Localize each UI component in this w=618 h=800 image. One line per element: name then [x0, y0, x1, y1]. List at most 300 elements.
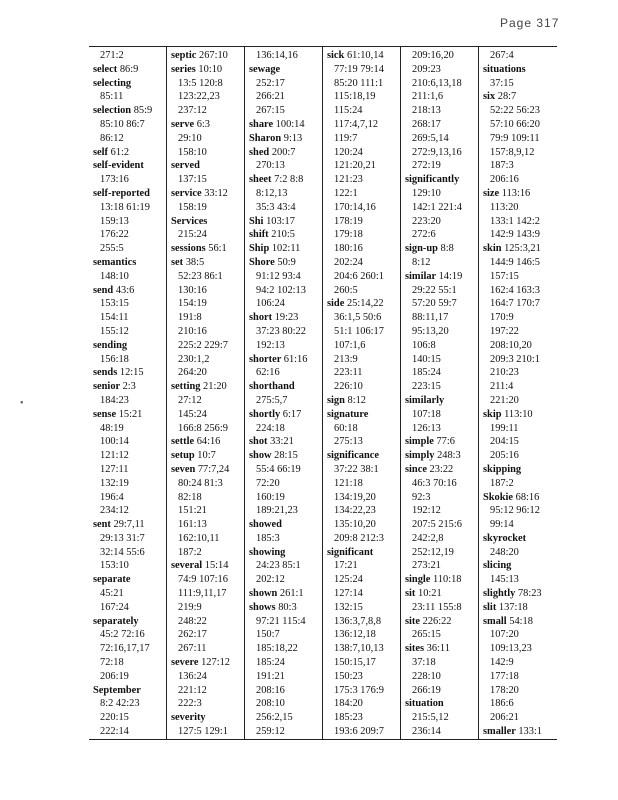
- index-headword-entry: [405, 435, 478, 449]
- index-reference-line: [405, 325, 478, 339]
- page-line-reference: 210:5: [271, 229, 295, 241]
- index-reference-line: [483, 642, 557, 656]
- index-reference-line: [171, 146, 244, 160]
- page-line-reference: 85:20 111:1: [334, 77, 384, 89]
- page-line-reference: 45:21: [100, 588, 124, 600]
- page-line-reference: 206:16: [490, 174, 519, 186]
- page-line-reference: 91:12 93:4: [256, 270, 301, 282]
- page-line-reference: 29:7,11: [113, 519, 145, 531]
- index-reference-line: [327, 270, 400, 284]
- index-reference-line: [171, 684, 244, 698]
- index-reference-line: [405, 477, 478, 491]
- index-reference-line: [171, 201, 244, 215]
- page-line-reference: 125:3,21: [504, 243, 541, 255]
- index-reference-line: [483, 173, 557, 187]
- page-line-reference: 50:9: [277, 256, 296, 268]
- index-reference-line: [327, 242, 400, 256]
- index-reference-line: [405, 339, 478, 353]
- index-headword: sewage: [249, 63, 281, 75]
- index-headword-entry: [249, 132, 322, 146]
- index-headword-entry: [171, 711, 244, 725]
- index-headword-entry: [483, 63, 557, 77]
- index-reference-line: [405, 601, 478, 615]
- page-line-reference: 107:20: [490, 629, 519, 641]
- index-headword-entry: [93, 159, 166, 173]
- index-headword-entry: [249, 408, 322, 422]
- index-reference-line: [327, 573, 400, 587]
- index-headword-entry: [93, 63, 166, 77]
- index-headword: sessions: [171, 243, 206, 255]
- index-headword-entry: [171, 49, 244, 63]
- page-line-reference: 32:14 55:6: [100, 546, 145, 558]
- index-reference-line: [93, 628, 166, 642]
- index-reference-line: [483, 670, 557, 684]
- index-headword-entry: [483, 615, 557, 629]
- index-reference-line: [483, 215, 557, 229]
- index-headword: separately: [93, 615, 139, 627]
- page-line-reference: 68:16: [515, 491, 540, 503]
- page-line-reference: 200:7: [271, 146, 296, 158]
- page-line-reference: 74:9 107:16: [178, 574, 228, 586]
- page-line-reference: 221:20: [490, 394, 519, 406]
- page-line-reference: 142:9: [490, 657, 514, 669]
- page-line-reference: 132:15: [334, 601, 363, 613]
- page-line-reference: 133:1 142:2: [490, 215, 540, 227]
- index-headword: setup: [171, 450, 195, 462]
- index-reference-line: [93, 449, 166, 463]
- page-line-reference: 52:22 56:23: [490, 105, 540, 117]
- page-line-reference: 134:19,20: [334, 491, 376, 503]
- page-line-reference: 265:15: [412, 629, 441, 641]
- index-headword-entry: [327, 49, 400, 63]
- page-line-reference: 185:18,22: [256, 643, 298, 655]
- index-headword: September: [93, 684, 141, 696]
- index-reference-line: [483, 77, 557, 91]
- index-column: [401, 47, 479, 739]
- page-line-reference: 151:21: [178, 505, 207, 517]
- index-column: [245, 47, 323, 739]
- index-headword: side: [327, 298, 345, 310]
- index-reference-line: [327, 463, 400, 477]
- index-reference-line: [171, 297, 244, 311]
- page-line-reference: 23:11 155:8: [412, 601, 462, 613]
- index-reference-line: [405, 77, 478, 91]
- index-reference-line: [327, 256, 400, 270]
- index-headword: shown: [249, 588, 278, 600]
- index-reference-line: [93, 297, 166, 311]
- index-reference-line: [327, 132, 400, 146]
- page-line-reference: 115:24: [334, 105, 363, 117]
- index-column: [167, 47, 245, 739]
- page-line-reference: 121:23: [334, 174, 363, 186]
- index-reference-line: [327, 725, 400, 739]
- index-reference-line: [483, 422, 557, 436]
- index-reference-line: [171, 477, 244, 491]
- page-line-reference: 154:19: [178, 298, 207, 310]
- page-line-reference: 125:24: [334, 574, 363, 586]
- index-headword-entry: [93, 339, 166, 353]
- index-headword: seven: [171, 463, 196, 475]
- page-line-reference: 252:17: [256, 77, 285, 89]
- index-reference-line: [483, 394, 557, 408]
- index-reference-line: [171, 353, 244, 367]
- index-reference-line: [327, 228, 400, 242]
- index-reference-line: [327, 532, 400, 546]
- index-headword: skip: [483, 408, 502, 420]
- index-headword-entry: [171, 559, 244, 573]
- index-reference-line: [405, 311, 478, 325]
- index-reference-line: [249, 559, 322, 573]
- page-line-reference: 148:10: [100, 270, 129, 282]
- page-line-reference: 223:11: [334, 367, 363, 379]
- index-headword: settle: [171, 436, 195, 448]
- page-line-reference: 252:12,19: [412, 546, 454, 558]
- index-reference-line: [327, 380, 400, 394]
- page-line-reference: 28:15: [274, 450, 298, 462]
- page-line-reference: 192:12: [412, 505, 441, 517]
- page-line-reference: 122:1: [334, 187, 358, 199]
- index-reference-line: [171, 670, 244, 684]
- page-line-reference: 61:10,14: [346, 50, 384, 61]
- page-line-reference: 256:2,15: [256, 712, 293, 724]
- page-line-reference: 259:12: [256, 726, 285, 738]
- page-line-reference: 193:6 209:7: [334, 726, 384, 738]
- index-headword-entry: [405, 615, 478, 629]
- index-reference-line: [483, 366, 557, 380]
- page-line-reference: 130:16: [178, 284, 207, 296]
- index-headword-entry: [327, 546, 400, 560]
- page-line-reference: 255:5: [100, 243, 124, 255]
- page-line-reference: 56:1: [208, 243, 227, 255]
- page-line-reference: 230:1,2: [178, 353, 210, 365]
- index-reference-line: [327, 504, 400, 518]
- index-reference-line: [171, 642, 244, 656]
- index-reference-line: [93, 394, 166, 408]
- page-line-reference: 167:24: [100, 601, 129, 613]
- page-line-reference: 150:7: [256, 629, 280, 641]
- index-headword-entry: [327, 297, 400, 311]
- page-line-reference: 160:19: [256, 491, 285, 503]
- index-reference-line: [327, 628, 400, 642]
- index-headword: septic: [171, 50, 197, 61]
- page-line-reference: 100:14: [275, 118, 305, 130]
- page-line-reference: 133:1: [518, 726, 542, 738]
- index-reference-line: [405, 684, 478, 698]
- index-reference-line: [483, 477, 557, 491]
- index-headword-entry: [249, 146, 322, 160]
- index-headword: sense: [93, 408, 117, 420]
- index-reference-line: [171, 311, 244, 325]
- page-line-reference: 270:13: [256, 160, 285, 172]
- index-headword: showing: [249, 546, 286, 558]
- page-line-reference: 138:7,10,13: [334, 643, 384, 655]
- page-line-reference: 266:21: [256, 91, 285, 103]
- page-line-reference: 136:12,18: [334, 629, 376, 641]
- page-line-reference: 223:20: [412, 215, 441, 227]
- index-reference-line: [93, 725, 166, 739]
- index-reference-line: [171, 270, 244, 284]
- index-reference-line: [483, 573, 557, 587]
- page-line-reference: 273:21: [412, 560, 441, 572]
- page-line-reference: 215:5,12: [412, 712, 449, 724]
- page-line-reference: 272:19: [412, 160, 441, 172]
- page-line-reference: 140:15: [412, 353, 441, 365]
- index-reference-line: [483, 656, 557, 670]
- page-line-reference: 127:14: [334, 588, 363, 600]
- page-line-reference: 218:13: [412, 105, 441, 117]
- page-line-reference: 77:7,24: [197, 463, 230, 475]
- index-headword-entry: [483, 408, 557, 422]
- index-headword: Skokie: [483, 491, 514, 503]
- index-reference-line: [171, 532, 244, 546]
- index-reference-line: [327, 77, 400, 91]
- index-reference-line: [483, 132, 557, 146]
- index-reference-line: [249, 628, 322, 642]
- index-reference-line: [327, 284, 400, 298]
- index-headword: showed: [249, 519, 282, 531]
- index-reference-line: [171, 104, 244, 118]
- index-headword-entry: [93, 284, 166, 298]
- index-reference-line: [405, 297, 478, 311]
- page-line-reference: 248:22: [178, 615, 207, 627]
- index-headword: Services: [171, 215, 208, 227]
- page-line-reference: 261:1: [279, 588, 304, 600]
- index-reference-line: [483, 339, 557, 353]
- page-line-reference: 35:3 43:4: [256, 201, 296, 213]
- index-reference-line: [93, 270, 166, 284]
- index-headword-entry: [249, 63, 322, 77]
- index-reference-line: [93, 132, 166, 146]
- page-line-reference: 55:4 66:19: [256, 463, 301, 475]
- index-reference-line: [171, 601, 244, 615]
- index-reference-line: [249, 463, 322, 477]
- page-line-reference: 51:1 106:17: [334, 325, 384, 337]
- page-line-reference: 46:3 70:16: [412, 477, 457, 489]
- index-reference-line: [327, 684, 400, 698]
- page-line-reference: 156:18: [100, 353, 129, 365]
- index-headword-entry: [405, 242, 478, 256]
- index-headword: Shore: [249, 256, 275, 268]
- word-index-table: [89, 46, 557, 740]
- page-line-reference: 113:20: [490, 201, 519, 213]
- page-line-reference: 86:12: [100, 132, 124, 144]
- page-line-reference: 145:13: [490, 574, 519, 586]
- index-reference-line: [405, 366, 478, 380]
- page-line-reference: 37:22 38:1: [334, 463, 379, 475]
- index-headword: since: [405, 463, 427, 475]
- index-reference-line: [405, 118, 478, 132]
- index-reference-line: [405, 104, 478, 118]
- index-reference-line: [327, 697, 400, 711]
- page-line-reference: 95:13,20: [412, 325, 449, 337]
- page-line-reference: 17:21: [334, 560, 358, 572]
- index-headword-entry: [93, 77, 166, 91]
- page-line-reference: 178:20: [490, 684, 519, 696]
- index-reference-line: [171, 228, 244, 242]
- index-headword: sign: [327, 394, 345, 406]
- index-reference-line: [483, 504, 557, 518]
- index-reference-line: [171, 422, 244, 436]
- page-line-reference: 225:2 229:7: [178, 339, 228, 351]
- page-line-reference: 176:22: [100, 229, 129, 241]
- page-line-reference: 224:18: [256, 422, 285, 434]
- index-reference-line: [171, 697, 244, 711]
- index-reference-line: [327, 491, 400, 505]
- page-number: Page 317: [500, 16, 560, 30]
- index-reference-line: [249, 491, 322, 505]
- index-headword: shorter: [249, 353, 282, 365]
- page-line-reference: 102:11: [271, 243, 301, 255]
- page-line-reference: 113:10: [504, 408, 533, 420]
- page-line-reference: 137:15: [178, 174, 207, 186]
- index-reference-line: [249, 670, 322, 684]
- index-headword: simply: [405, 450, 435, 462]
- index-headword: skin: [483, 243, 502, 255]
- page-line-reference: 6:3: [196, 118, 210, 130]
- index-reference-line: [249, 77, 322, 91]
- index-headword-entry: [327, 394, 400, 408]
- page-line-reference: 210:23: [490, 367, 519, 379]
- index-reference-line: [483, 284, 557, 298]
- page-line-reference: 19:23: [274, 312, 299, 324]
- index-reference-line: [405, 63, 478, 77]
- page-line-reference: 64:16: [196, 436, 221, 448]
- page-line-reference: 189:21,23: [256, 505, 298, 517]
- index-reference-line: [93, 435, 166, 449]
- page-line-reference: 43:6: [115, 284, 135, 296]
- index-headword: series: [171, 63, 196, 75]
- page-line-reference: 7:2 8:8: [274, 174, 304, 186]
- page-line-reference: 28:7: [497, 91, 517, 103]
- index-headword-entry: [249, 435, 322, 449]
- index-reference-line: [249, 104, 322, 118]
- page-line-reference: 154:11: [100, 312, 129, 324]
- page-line-reference: 2:3: [122, 381, 136, 393]
- index-headword-entry: [93, 187, 166, 201]
- index-reference-line: [483, 697, 557, 711]
- index-reference-line: [93, 532, 166, 546]
- index-headword: sign-up: [405, 243, 438, 255]
- index-headword: self: [93, 146, 109, 158]
- index-reference-line: [483, 104, 557, 118]
- page-line-reference: 157:8,9,12: [490, 146, 535, 158]
- index-reference-line: [93, 491, 166, 505]
- index-headword-entry: [405, 394, 478, 408]
- page-line-reference: 196:4: [100, 491, 124, 503]
- page-line-reference: 213:9: [334, 353, 358, 365]
- index-reference-line: [327, 173, 400, 187]
- index-headword: significance: [327, 450, 379, 462]
- page-line-reference: 72:20: [256, 477, 280, 489]
- page-line-reference: 272:9,13,16: [412, 146, 462, 158]
- index-headword: slightly: [483, 588, 516, 600]
- page-line-reference: 120:24: [334, 146, 363, 158]
- page-line-reference: 15:14: [204, 560, 229, 572]
- page-line-reference: 12:15: [119, 367, 144, 379]
- index-headword-entry: [483, 463, 557, 477]
- index-headword: service: [171, 187, 202, 199]
- page-line-reference: 29:22 55:1: [412, 284, 457, 296]
- index-reference-line: [405, 353, 478, 367]
- index-reference-line: [93, 311, 166, 325]
- page-line-reference: 161:13: [178, 519, 207, 531]
- page-line-reference: 111:9,11,17: [178, 588, 227, 600]
- page-line-reference: 77:6: [436, 436, 455, 448]
- index-headword: six: [483, 91, 496, 103]
- page-line-reference: 92:3: [412, 491, 431, 503]
- page-line-reference: 158:19: [178, 201, 207, 213]
- index-headword-entry: [171, 215, 244, 229]
- page-line-reference: 8:2 42:23: [100, 698, 140, 710]
- index-headword: setting: [171, 381, 201, 393]
- index-headword: site: [405, 615, 421, 627]
- index-headword: simple: [405, 436, 434, 448]
- page-line-reference: 267:4: [490, 50, 514, 61]
- page-line-reference: 164:7 170:7: [490, 298, 540, 310]
- page-line-reference: 136:3,7,8,8: [334, 615, 382, 627]
- page-line-reference: 158:10: [178, 146, 207, 158]
- page-line-reference: 266:19: [412, 684, 441, 696]
- index-reference-line: [483, 325, 557, 339]
- index-reference-line: [93, 215, 166, 229]
- index-reference-line: [405, 628, 478, 642]
- page-line-reference: 166:8 256:9: [178, 422, 228, 434]
- index-reference-line: [483, 118, 557, 132]
- page-line-reference: 184:23: [100, 394, 129, 406]
- index-headword-entry: [249, 587, 322, 601]
- index-reference-line: [171, 491, 244, 505]
- index-reference-line: [171, 587, 244, 601]
- index-headword: sent: [93, 519, 111, 531]
- page-line-reference: 62:16: [256, 367, 280, 379]
- index-headword: shows: [249, 601, 276, 613]
- index-reference-line: [249, 284, 322, 298]
- page-line-reference: 8:12: [347, 394, 366, 406]
- page-line-reference: 268:17: [412, 118, 441, 130]
- index-reference-line: [93, 201, 166, 215]
- index-reference-line: [93, 118, 166, 132]
- index-headword: shed: [249, 146, 270, 158]
- page-line-reference: 33:21: [270, 436, 294, 448]
- index-reference-line: [483, 628, 557, 642]
- index-reference-line: [93, 49, 166, 63]
- index-headword-entry: [249, 215, 322, 229]
- index-reference-line: [405, 215, 478, 229]
- index-headword: sick: [327, 50, 345, 61]
- page-line-reference: 175:3 176:9: [334, 684, 384, 696]
- index-reference-line: [171, 77, 244, 91]
- page-line-reference: 204:15: [490, 436, 519, 448]
- index-headword-entry: [93, 366, 166, 380]
- index-headword-entry: [483, 532, 557, 546]
- index-reference-line: [249, 477, 322, 491]
- index-reference-line: [405, 380, 478, 394]
- index-reference-line: [171, 628, 244, 642]
- index-headword: skipping: [483, 463, 522, 475]
- index-reference-line: [483, 159, 557, 173]
- page-line-reference: 113:16: [501, 187, 531, 199]
- index-headword: single: [405, 574, 431, 586]
- index-headword: served: [171, 160, 200, 172]
- page-line-reference: 209:23: [412, 63, 441, 75]
- page-line-reference: 153:10: [100, 560, 129, 572]
- index-reference-line: [405, 49, 478, 63]
- index-reference-line: [93, 242, 166, 256]
- page-line-reference: 226:10: [334, 381, 363, 393]
- index-reference-line: [249, 422, 322, 436]
- index-headword-entry: [249, 118, 322, 132]
- page-line-reference: 142:9 143:9: [490, 229, 540, 241]
